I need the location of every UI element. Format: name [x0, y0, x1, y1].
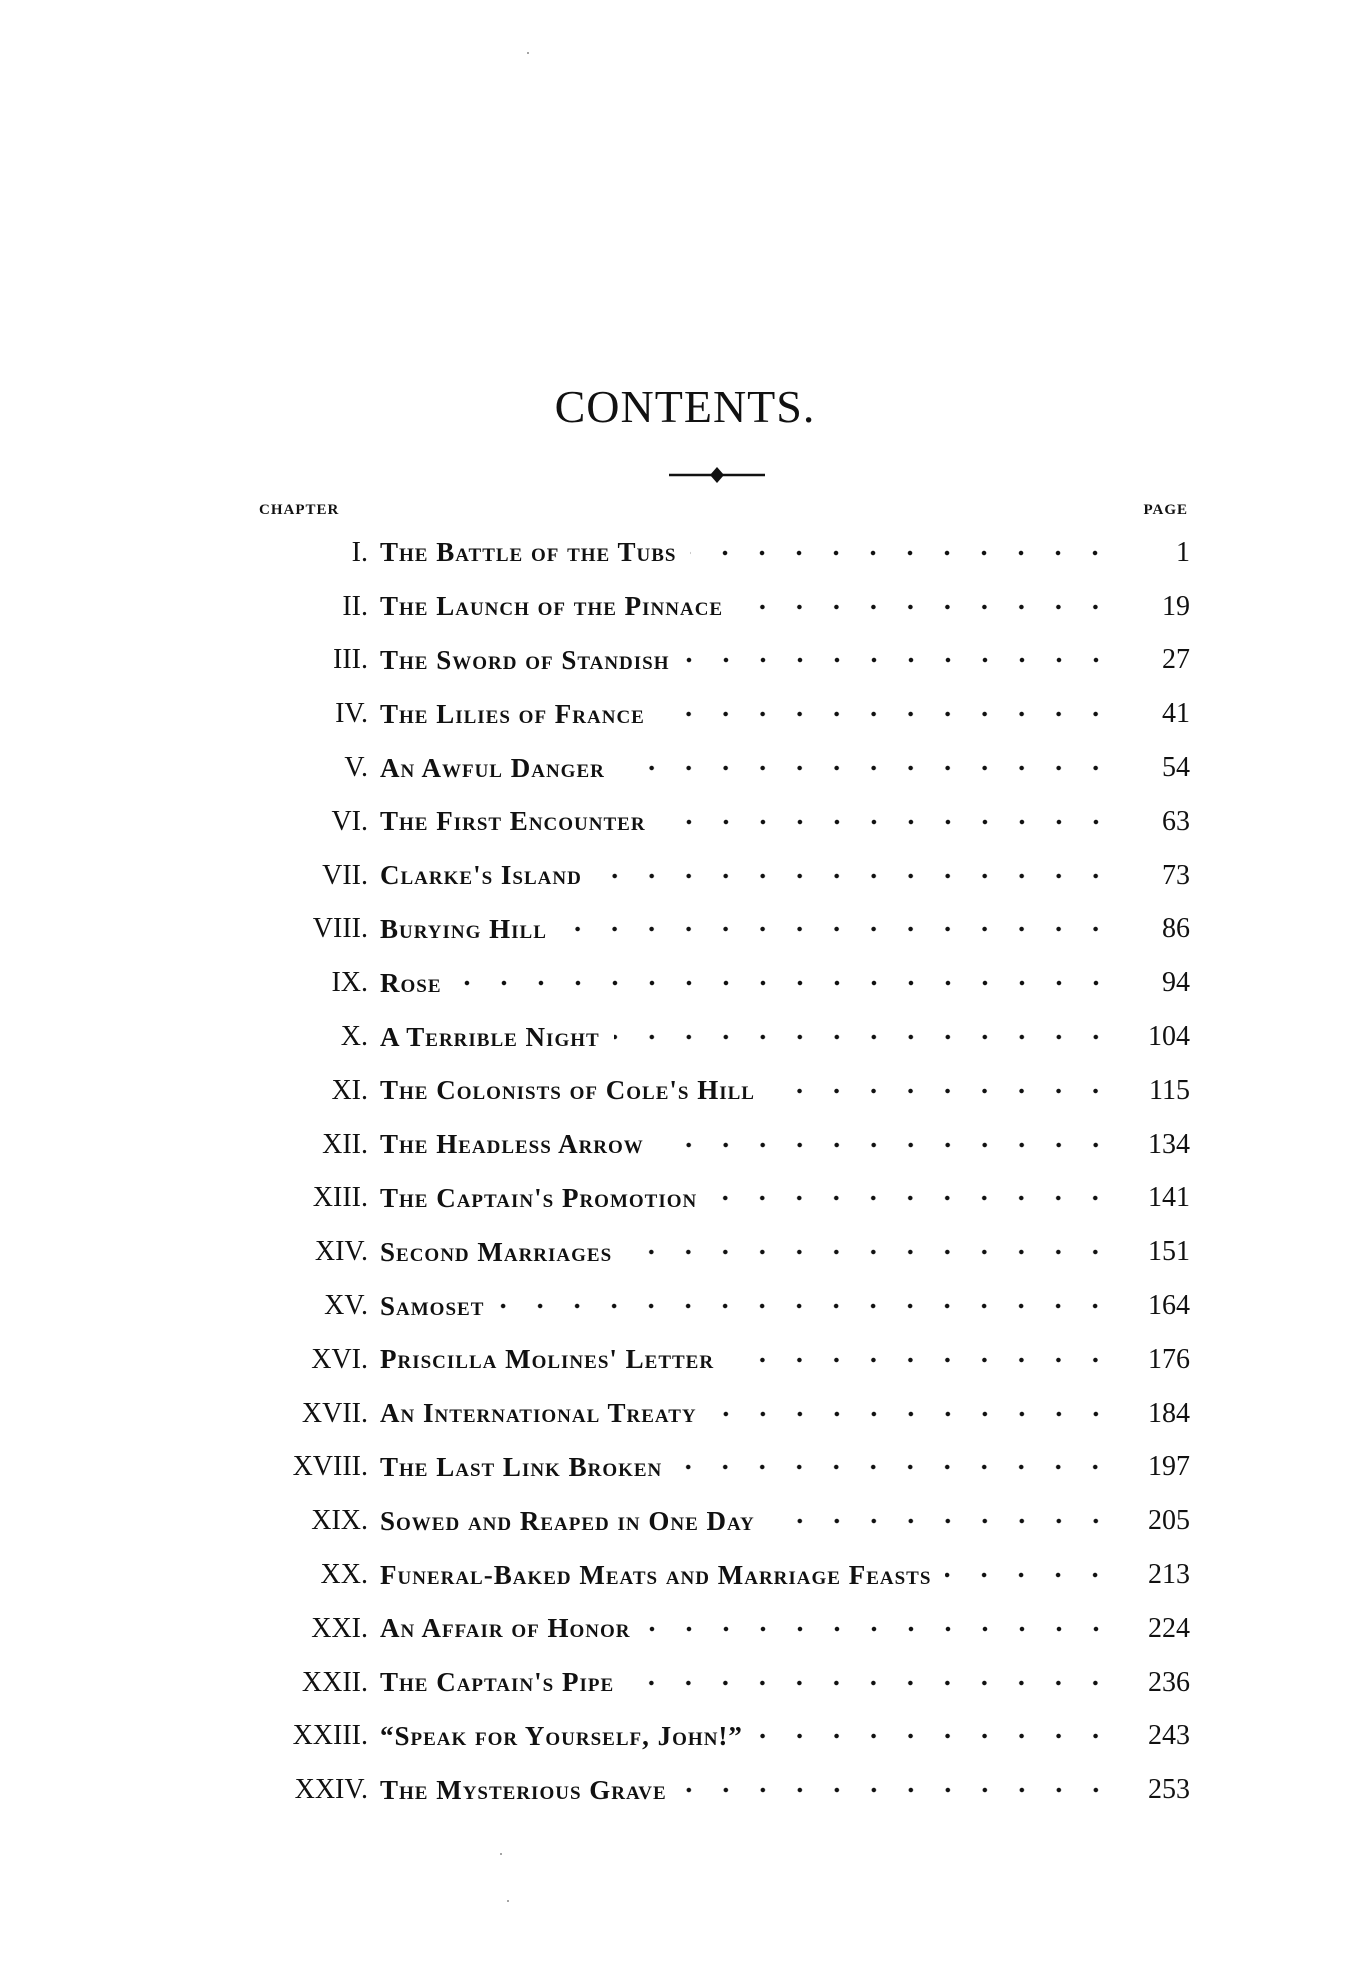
paper-speck	[507, 1900, 509, 1902]
page-number: 134	[1148, 1128, 1190, 1160]
toc-entry	[250, 1548, 1190, 1602]
dot-leader	[681, 1776, 1114, 1804]
chapter-number: XVII.	[301, 1397, 368, 1429]
page-title: CONTENTS.	[554, 381, 816, 432]
chapter-number: VIII.	[312, 913, 368, 945]
page-number: 176	[1148, 1343, 1190, 1375]
page-column-header: PAGE	[1143, 502, 1188, 518]
page-number: 253	[1148, 1774, 1190, 1806]
dot-leader	[684, 646, 1114, 674]
toc-entry	[250, 526, 1190, 580]
chapter-title: The Battle of the Tubs	[380, 537, 677, 568]
chapter-number: X.	[340, 1021, 368, 1053]
toc-entry	[250, 1602, 1190, 1656]
chapter-title: Samoset	[380, 1290, 485, 1321]
dot-leader	[676, 1453, 1114, 1481]
toc-entry	[250, 956, 1190, 1010]
chapter-title: Burying Hill	[380, 913, 547, 944]
page-number: 224	[1148, 1612, 1190, 1644]
toc-entry	[250, 1064, 1190, 1118]
dot-leader	[659, 700, 1114, 728]
page-number: 115	[1149, 1074, 1190, 1106]
toc-entry	[250, 1010, 1190, 1064]
chapter-title: Clarke's Island	[380, 860, 582, 891]
chapter-title: The Headless Arrow	[380, 1129, 644, 1160]
page-number: 104	[1148, 1021, 1190, 1053]
toc-entry	[250, 1333, 1190, 1387]
page-number: 41	[1162, 698, 1190, 730]
chapter-number: XVI.	[311, 1343, 368, 1375]
page-number: 19	[1162, 590, 1190, 622]
dot-leader	[769, 1077, 1114, 1105]
chapter-number: VI.	[331, 805, 368, 837]
chapter-title: Rose	[380, 967, 442, 998]
chapter-number: XXIV.	[294, 1774, 368, 1806]
toc-entry	[250, 1494, 1190, 1548]
chapter-number: XIII.	[312, 1182, 368, 1214]
toc-entry	[250, 903, 1190, 957]
dot-leader	[614, 1023, 1114, 1051]
page-number: 63	[1162, 805, 1190, 837]
chapter-title: Funeral-Baked Meats and Marriage Feasts	[380, 1559, 932, 1590]
toc-entry	[250, 1172, 1190, 1226]
chapter-title: Priscilla Molines' Letter	[380, 1344, 715, 1375]
toc-entry	[250, 1763, 1190, 1817]
chapter-title: The Captain's Promotion	[380, 1182, 698, 1213]
toc-entry	[250, 1387, 1190, 1441]
chapter-title: The Captain's Pipe	[380, 1667, 615, 1698]
page-number: 213	[1148, 1559, 1190, 1591]
ornament-divider-icon	[667, 465, 767, 485]
chapter-number: XXI.	[311, 1612, 368, 1644]
dot-leader	[711, 1400, 1114, 1428]
chapter-title: The Sword of Standish	[380, 644, 670, 675]
paper-speck	[527, 52, 529, 54]
chapter-number: VII.	[322, 859, 368, 891]
chapter-column-header: CHAPTER	[259, 502, 340, 518]
toc-entry	[250, 849, 1190, 903]
toc-entry	[250, 1225, 1190, 1279]
chapter-number: XI.	[331, 1074, 368, 1106]
dot-leader	[626, 1238, 1114, 1266]
paper-speck	[500, 1853, 502, 1855]
dot-leader	[711, 1184, 1114, 1212]
chapter-title: The First Encounter	[380, 806, 646, 837]
page-number: 73	[1162, 859, 1190, 891]
chapter-title: The Colonists of Cole's Hill	[380, 1075, 755, 1106]
toc-entry	[250, 1118, 1190, 1172]
chapter-number: XIV.	[314, 1236, 368, 1268]
page-number: 197	[1148, 1451, 1190, 1483]
dot-leader	[619, 754, 1114, 782]
page-number: 236	[1148, 1666, 1190, 1698]
chapter-title: An Affair of Honor	[380, 1613, 631, 1644]
chapter-title: The Last Link Broken	[380, 1451, 663, 1482]
chapter-number: IV.	[335, 698, 368, 730]
page-number: 1	[1176, 536, 1190, 568]
dot-leader	[645, 1615, 1114, 1643]
toc-entry	[250, 1710, 1190, 1764]
chapter-number: XIX.	[311, 1505, 368, 1537]
dot-leader	[456, 969, 1114, 997]
page-number: 27	[1162, 644, 1190, 676]
dot-leader	[596, 862, 1114, 890]
chapter-title: “Speak for Yourself, John!”	[380, 1720, 743, 1751]
chapter-number: I.	[351, 536, 368, 568]
chapter-number: XX.	[320, 1559, 368, 1591]
toc-entry	[250, 1441, 1190, 1495]
toc-entry	[250, 580, 1190, 634]
chapter-number: XII.	[322, 1128, 368, 1160]
chapter-title: An International Treaty	[380, 1398, 697, 1429]
toc-entry	[250, 687, 1190, 741]
dot-leader	[660, 808, 1114, 836]
dot-leader	[628, 1669, 1114, 1697]
chapter-number: XV.	[324, 1290, 368, 1322]
page-number: 243	[1148, 1720, 1190, 1752]
page-number: 141	[1148, 1182, 1190, 1214]
dot-leader	[728, 1346, 1114, 1374]
toc-entry	[250, 634, 1190, 688]
page-number: 184	[1148, 1397, 1190, 1429]
toc-entry	[250, 1656, 1190, 1710]
dot-leader	[658, 1131, 1114, 1159]
chapter-number: XVIII.	[292, 1451, 368, 1483]
page-number: 54	[1162, 752, 1190, 784]
chapter-number: III.	[333, 644, 368, 676]
chapter-title: The Lilies of France	[380, 698, 645, 729]
page-number: 205	[1148, 1505, 1190, 1537]
chapter-title: An Awful Danger	[380, 752, 605, 783]
chapter-number: IX.	[331, 967, 368, 999]
toc-entry	[250, 795, 1190, 849]
toc-entry	[250, 741, 1190, 795]
chapter-number: XXII.	[301, 1666, 368, 1698]
page-number: 86	[1162, 913, 1190, 945]
page-number: 151	[1148, 1236, 1190, 1268]
dot-leader	[561, 915, 1114, 943]
dot-leader	[498, 1292, 1114, 1320]
page-number: 164	[1148, 1290, 1190, 1322]
chapter-title: Sowed and Reaped in One Day	[380, 1505, 755, 1536]
dot-leader	[769, 1507, 1114, 1535]
chapter-number: II.	[342, 590, 368, 622]
dot-leader	[945, 1561, 1114, 1589]
chapter-title: A Terrible Night	[380, 1021, 600, 1052]
chapter-title: The Mysterious Grave	[380, 1774, 667, 1805]
chapter-title: Second Marriages	[380, 1236, 613, 1267]
page-number: 94	[1162, 967, 1190, 999]
chapter-number: V.	[344, 752, 368, 784]
toc-entry	[250, 1279, 1190, 1333]
table-of-contents	[250, 526, 1190, 1817]
chapter-title: The Launch of the Pinnace	[380, 591, 724, 622]
dot-leader	[757, 1722, 1114, 1750]
chapter-number: XXIII.	[292, 1720, 368, 1752]
dot-leader	[690, 539, 1114, 567]
dot-leader	[737, 593, 1114, 621]
